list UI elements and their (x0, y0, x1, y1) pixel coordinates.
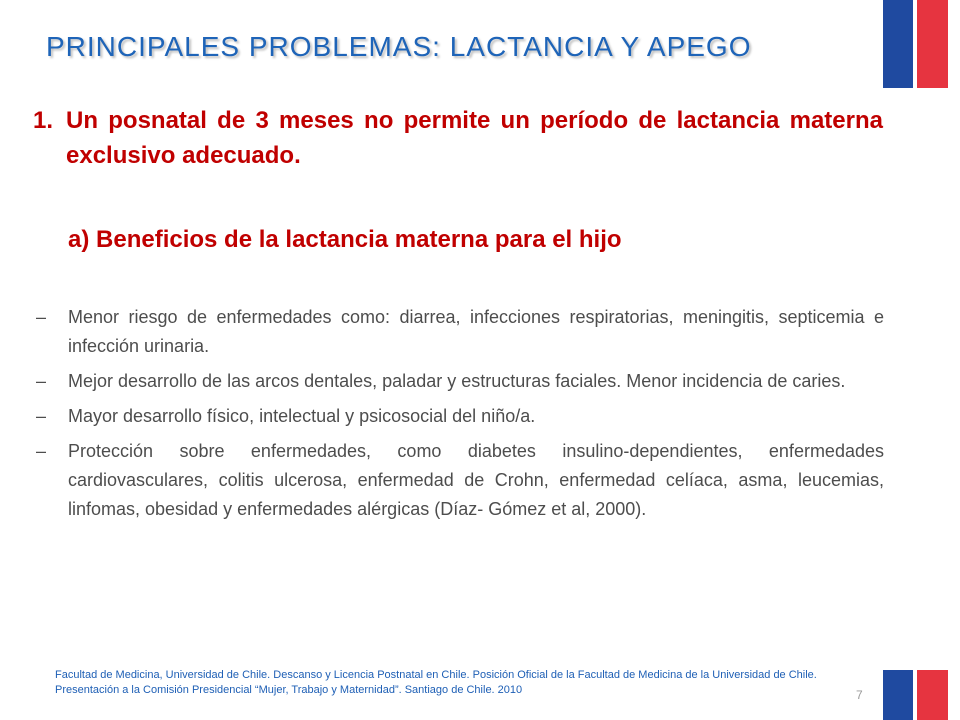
bullet-marker: – (36, 371, 47, 391)
flag-blue-stripe (883, 0, 913, 88)
main-point (33, 103, 883, 173)
benefits-list (36, 303, 884, 530)
list-item (36, 437, 884, 524)
bullet-marker: – (36, 307, 47, 327)
flag-decoration-top (883, 0, 948, 88)
list-item (36, 402, 884, 431)
footnote-citation: Facultad de Medicina, Universidad de Chile. Descanso y Licencia Postnatal en Chile. Posición Oficial de la Facultad de Medicina de la Universidad de Chile. Presentación a la Comisión Presidencial “Mujer, Trabajo y Maternidad”. Santiago de Chile. 2010 (55, 669, 817, 696)
subheading: a) Beneficios de la lactancia materna para el hijo (68, 226, 622, 253)
flag-blue-stripe (883, 670, 913, 720)
flag-red-stripe (917, 0, 948, 88)
list-item-text: Protección sobre enfermedades, como diabetes insulino-dependientes, enfermedades cardiovasculares, colitis ulcerosa, enfermedad de Crohn, enfermedad celíaca, asma, leucemias, linfomas, obesidad y enfermedades alérgicas (Díaz- Gómez et al, 2000). (68, 441, 884, 519)
list-item (36, 303, 884, 361)
slide-title: PRINCIPALES PROBLEMAS: LACTANCIA Y APEGO (46, 31, 752, 62)
flag-decoration-bottom (883, 670, 948, 720)
flag-red-stripe (917, 670, 948, 720)
list-item-text: Menor riesgo de enfermedades como: diarrea, infecciones respiratorias, meningitis, septicemia e infección urinaria. (68, 307, 884, 356)
list-item-text: Mayor desarrollo físico, intelectual y psicosocial del niño/a. (68, 406, 536, 426)
main-point-number: 1. (33, 107, 54, 134)
page-number: 7 (856, 688, 863, 702)
bullet-marker: – (36, 441, 47, 461)
list-item (36, 367, 884, 396)
bullet-marker: – (36, 406, 47, 426)
list-item-text: Mejor desarrollo de las arcos dentales, paladar y estructuras faciales. Menor incidencia de caries. (68, 371, 846, 391)
main-point-text: Un posnatal de 3 meses no permite un período de lactancia materna exclusivo adecuado. (66, 107, 883, 169)
